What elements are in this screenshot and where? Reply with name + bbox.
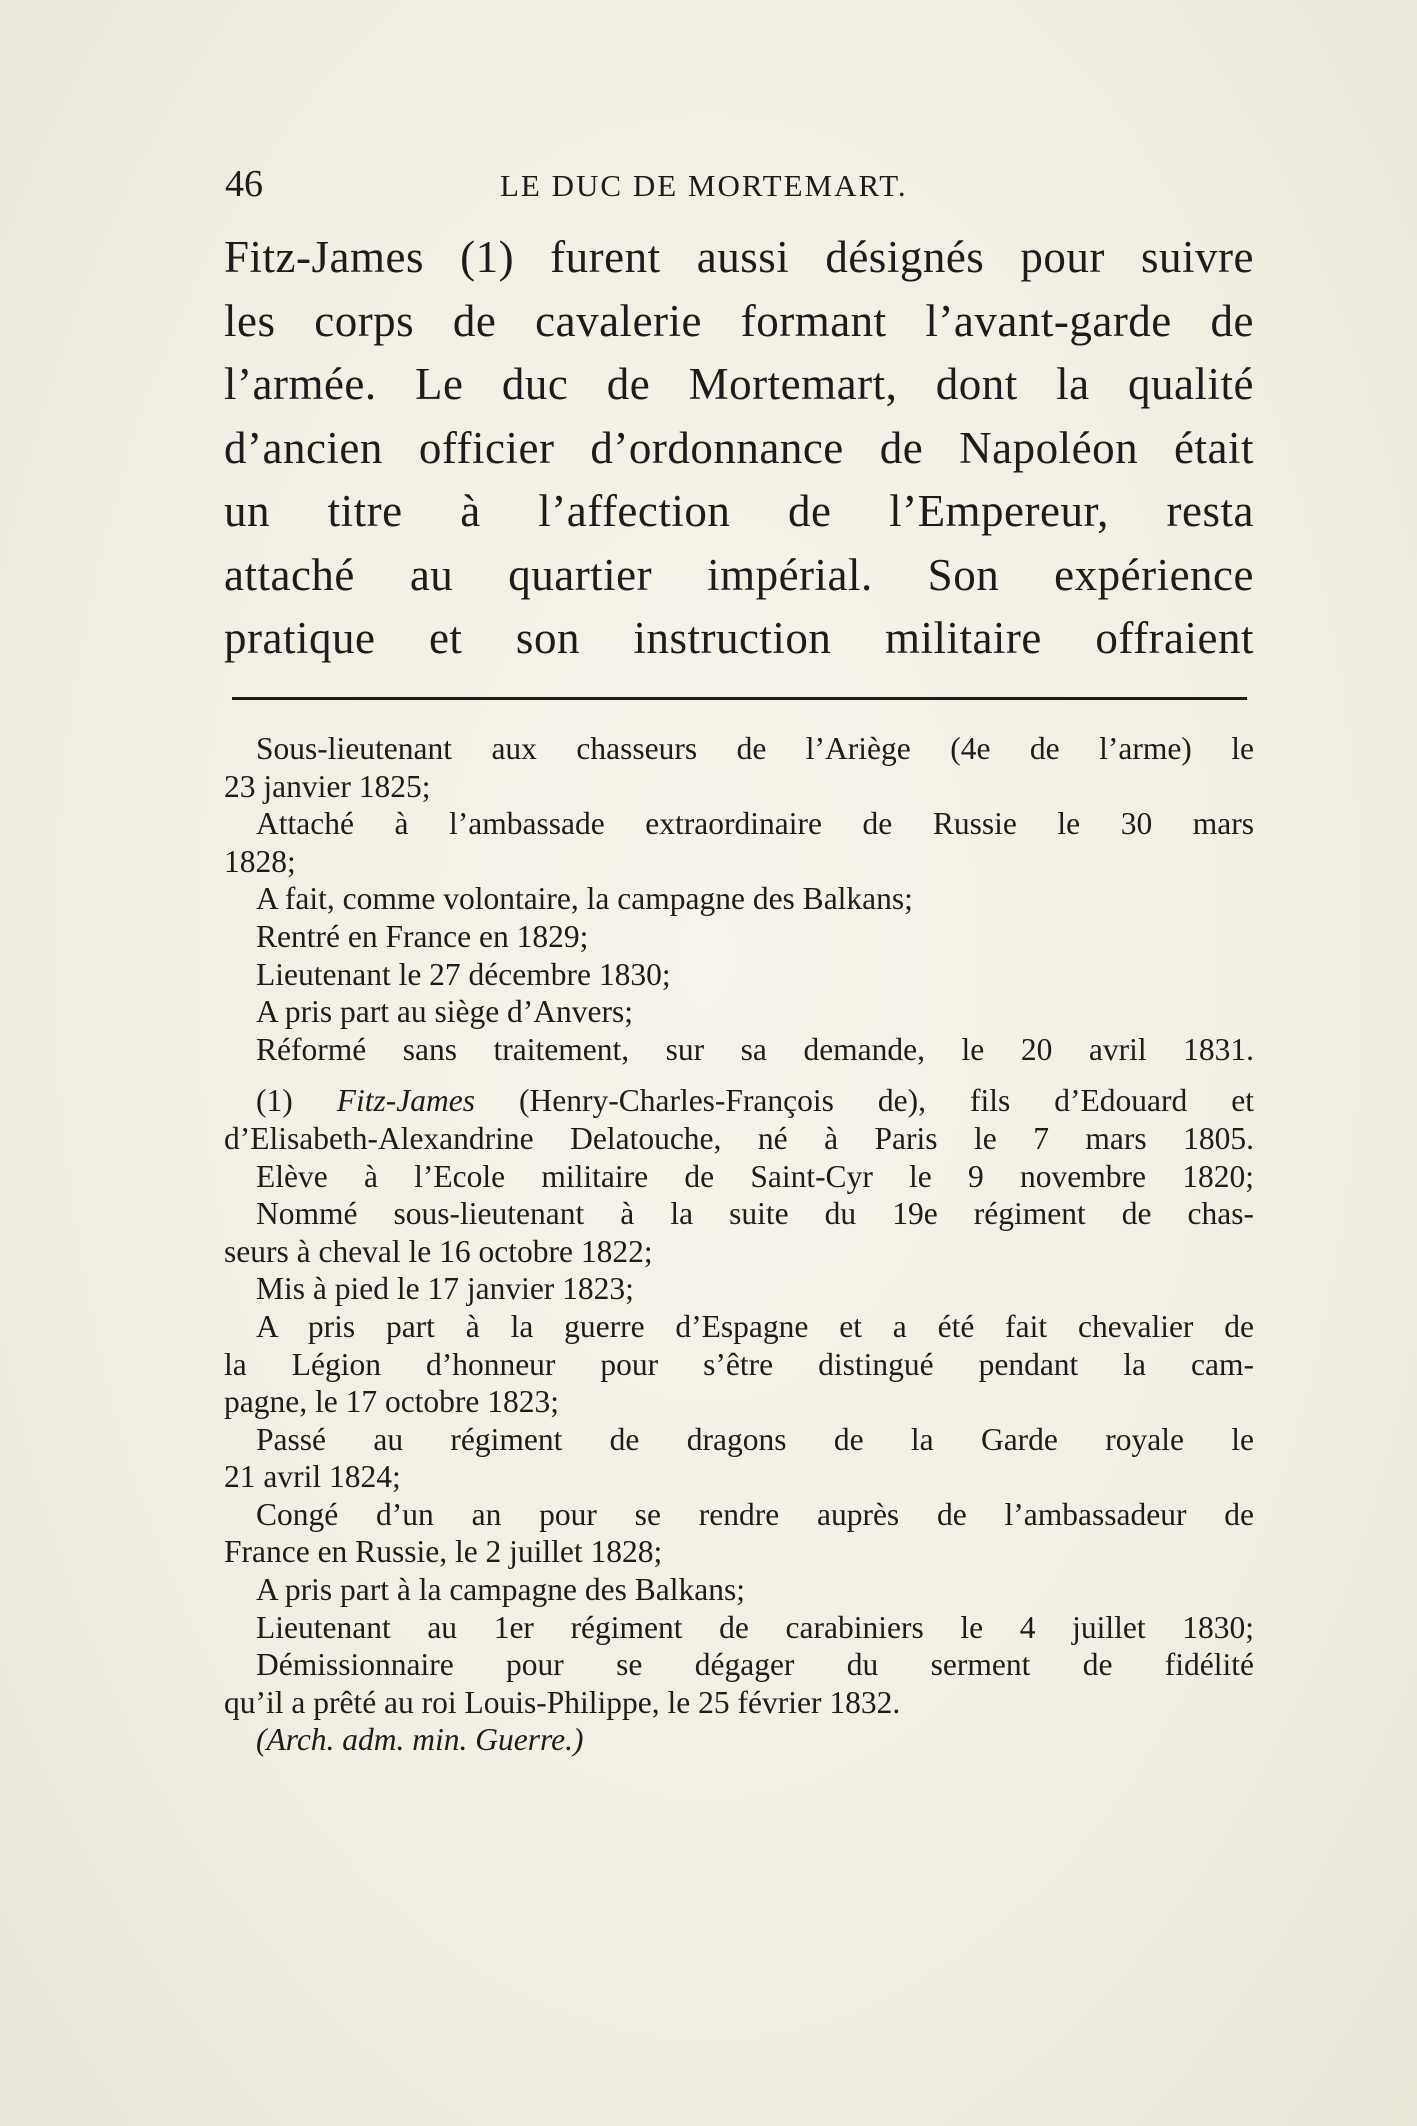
footnote-line [224, 1082, 1254, 1120]
footnote-line: A pris part à la guerre d’Espagne et a été fait chevalier de [256, 1308, 1254, 1344]
footnote-line: Sous-lieutenant aux chasseurs de l’Ariège (4e de l’arme) le [256, 731, 1254, 766]
page-header [225, 160, 1255, 210]
main-text-line: Fitz-James (1) furent aussi désignés pour suivre [224, 232, 1254, 282]
footnote-line: 23 janvier 1825; [224, 768, 431, 804]
running-title: LE DUC DE MORTEMART. [500, 168, 908, 203]
footnote-line-text: (Henry-Charles-François de), fils d’Edouard et [519, 1083, 1255, 1119]
main-text-line: d’ancien officier d’ordonnance de Napoléon était [224, 422, 1254, 473]
footnote-line: A fait, comme volontaire, la campagne des Balkans; [256, 881, 913, 917]
footnote-line: A pris part à la campagne des Balkans; [256, 1572, 745, 1608]
footnote-line: Passé au régiment de dragons de la Garde royale le [256, 1421, 1254, 1457]
main-text-line: l’armée. Le duc de Mortemart, dont la qualité [224, 359, 1254, 409]
footnotes [224, 730, 1254, 1759]
footnote-line: Lieutenant au 1er régiment de carabiniers le 4 juillet 1830; [256, 1609, 1254, 1645]
footnote-line: 21 avril 1824; [224, 1459, 401, 1495]
footnote-source: (Arch. adm. min. Guerre.) [256, 1722, 584, 1758]
footnote-separator-rule [232, 697, 1247, 700]
footnote-reference: (1) [256, 1083, 293, 1119]
footnote-line: Mis à pied le 17 janvier 1823; [256, 1271, 634, 1307]
footnote-line: Nommé sous-lieutenant à la suite du 19e régiment de chas- [256, 1196, 1254, 1232]
main-text-line: les corps de cavalerie formant l’avant-garde de [224, 295, 1254, 346]
main-text-line: pratique et son instruction militaire offraient [224, 613, 1254, 663]
footnote-line: Elève à l’Ecole militaire de Saint-Cyr le 9 novembre 1820; [256, 1158, 1254, 1194]
footnote-continued [224, 730, 1254, 1068]
footnote-line: France en Russie, le 2 juillet 1828; [224, 1534, 663, 1570]
footnote-line: la Légion d’honneur pour s’être distingué pendant la cam- [224, 1346, 1254, 1382]
footnote-fitz-james [224, 1082, 1254, 1759]
footnote-line: Rentré en France en 1829; [256, 918, 589, 954]
footnote-line: Congé d’un an pour se rendre auprès de l’ambassadeur de [256, 1496, 1254, 1532]
main-text-line: un titre à l’affection de l’Empereur, resta [224, 486, 1254, 536]
footnote-line: 1828; [224, 843, 296, 879]
footnote-line: Réformé sans traitement, sur sa demande, le 20 avril 1831. [256, 1031, 1254, 1067]
page-number: 46 [225, 163, 263, 205]
footnote-line: qu’il a prêté au roi Louis-Philippe, le 25 février 1832. [224, 1684, 901, 1720]
main-text [224, 226, 1254, 671]
footnote-subject-name: Fitz-James [336, 1083, 475, 1119]
footnote-line: seurs à cheval le 16 octobre 1822; [224, 1233, 653, 1269]
footnote-line: Démissionnaire pour se dégager du serment de fidélité [256, 1647, 1254, 1683]
footnote-line: Lieutenant le 27 décembre 1830; [256, 956, 671, 992]
footnote-line: A pris part au siège d’Anvers; [256, 994, 634, 1030]
footnote-line: pagne, le 17 octobre 1823; [224, 1384, 560, 1420]
footnote-line: d’Elisabeth-Alexandrine Delatouche, né à Paris le 7 mars 1805. [224, 1120, 1254, 1156]
footnote-line: Attaché à l’ambassade extraordinaire de Russie le 30 mars [256, 806, 1254, 842]
main-text-line: attaché au quartier impérial. Son expérience [224, 549, 1254, 600]
